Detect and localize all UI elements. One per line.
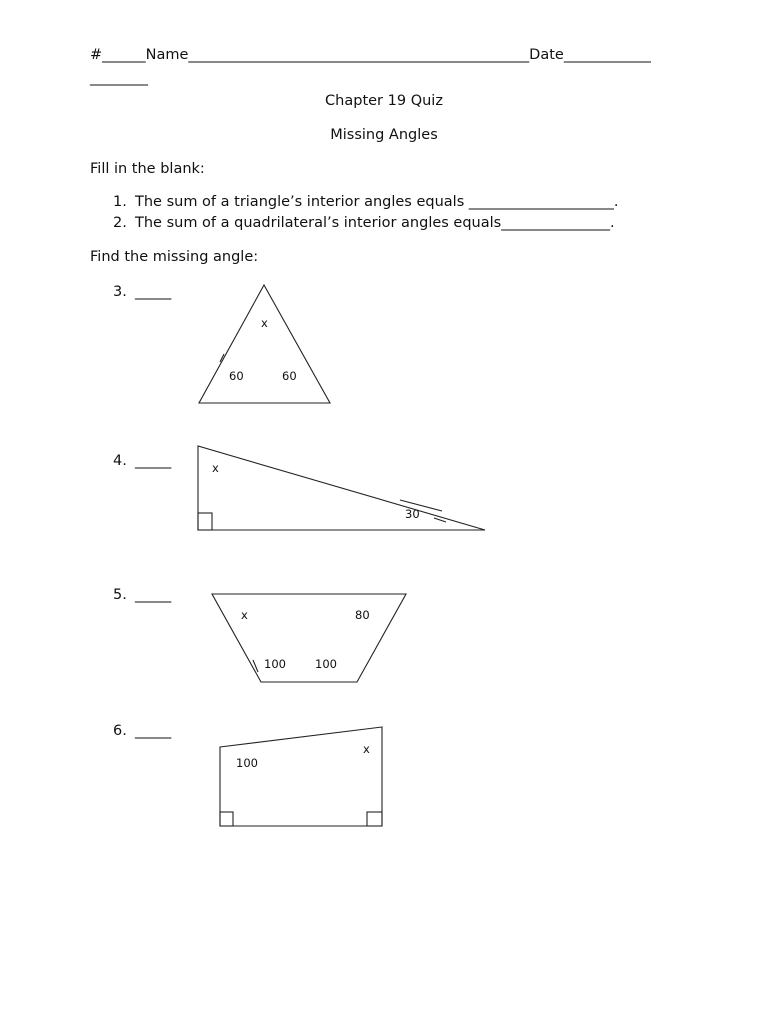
question-number: 2. [113,215,127,231]
right-triangle-figure [198,446,485,530]
answer-blank: _____ [135,723,172,739]
answer-blank: _____ [135,453,172,469]
fill-section-heading: Fill in the blank: [90,161,205,177]
problem-number: 3. [113,284,127,300]
answer-blank: _____ [135,587,172,603]
question-text: The sum of a triangle’s interior angles equals ____________________. [135,194,619,210]
question-text: The sum of a quadrilateral’s interior angles equals_______________. [135,215,615,231]
angle-label: 80 [355,608,370,622]
question-number: 1. [113,194,127,210]
header-name-date-line: #______Name_______________________________________________Date____________ [90,47,651,63]
find-section-heading: Find the missing angle: [90,249,259,265]
angle-label: 60 [229,369,244,383]
angle-label: x [261,316,268,330]
right-angle-marker [198,513,212,530]
angle-mark [253,660,258,672]
triangle-figure [199,285,330,403]
angle-label: 100 [264,657,286,671]
page-title: Chapter 19 Quiz [325,93,443,109]
angle-label: 60 [282,369,297,383]
angle-label: 30 [405,507,420,521]
problem-number: 5. [113,587,127,603]
quadrilateral-figure [220,727,382,826]
problem-number: 4. [113,453,127,469]
problem-number: 6. [113,723,127,739]
angle-label: x [241,608,248,622]
angle-label: x [212,461,219,475]
answer-blank: _____ [135,284,172,300]
right-angle-marker [220,812,233,826]
right-angle-marker [367,812,382,826]
angle-label: 100 [236,756,258,770]
page-subtitle: Missing Angles [330,127,438,143]
angle-label: 100 [315,657,337,671]
angle-label: x [363,742,370,756]
header-continuation-line: ________ [90,70,148,86]
